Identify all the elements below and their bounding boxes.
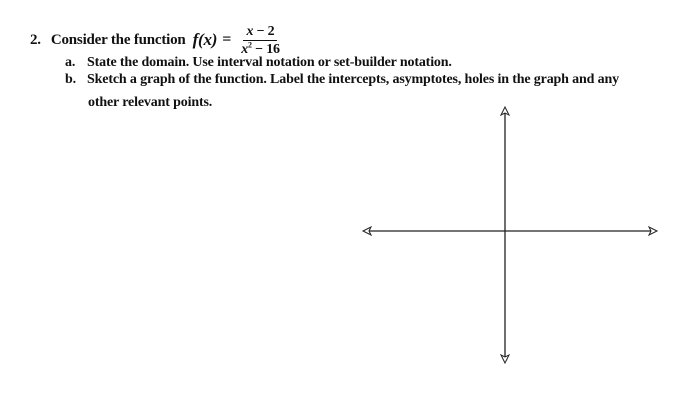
equals-sign: = bbox=[222, 31, 232, 48]
numerator-rest: − 2 bbox=[253, 23, 275, 39]
denominator-exponent: 2 bbox=[248, 39, 252, 49]
denominator-rest: − 16 bbox=[251, 41, 280, 57]
denominator-variable: x bbox=[241, 41, 248, 57]
part-b-text: Sketch a graph of the function. Label the intercepts, asymptotes, holes in the graph and any bbox=[87, 72, 619, 87]
question-intro: Consider the function bbox=[50, 31, 186, 48]
part-b-letter: b. bbox=[65, 72, 76, 87]
numerator-variable: x bbox=[246, 23, 254, 39]
question-number: 2. bbox=[30, 31, 41, 48]
part-b-continuation: other relevant points. bbox=[88, 95, 213, 110]
part-a-letter: a. bbox=[65, 55, 76, 70]
function-name: f(x) bbox=[192, 30, 218, 49]
part-a-text: State the domain. Use interval notation or set-builder notation. bbox=[87, 55, 452, 70]
